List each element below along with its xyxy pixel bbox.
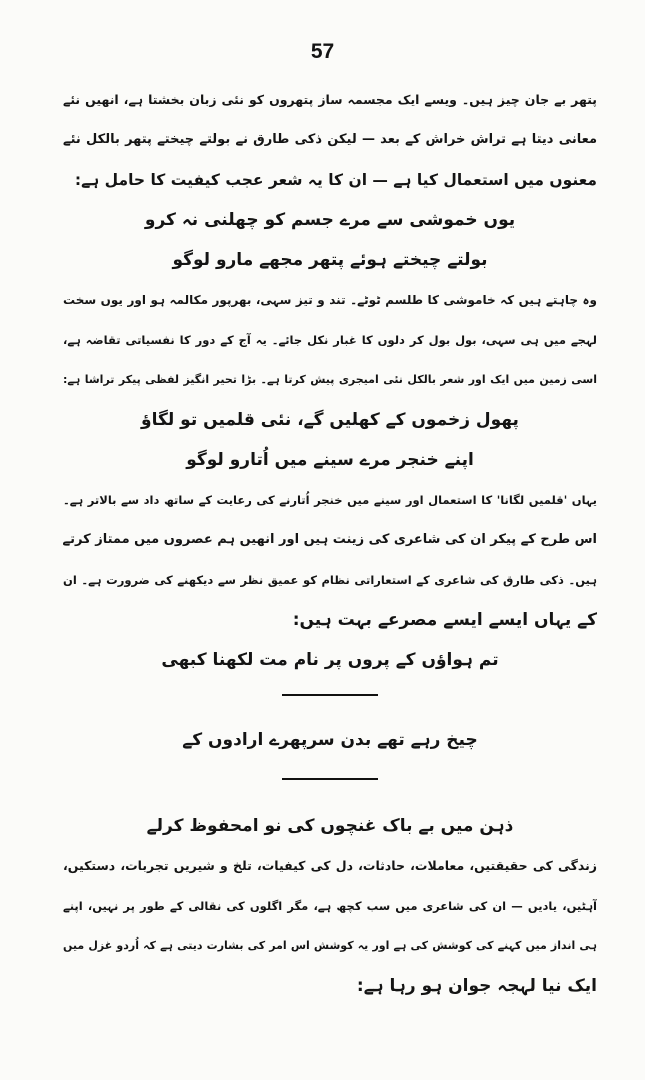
text-line: یہاں 'قلمیں لگانا' کا استعمال اور سینے میں خنجر اُتارنے کی رعایت کے ساتھ داد سے بالاتر ہے۔	[63, 493, 597, 507]
misra-1: تم ہواؤں کے پروں پر نام مت لکھنا کبھی	[161, 650, 499, 670]
text-line: ہی انداز میں کہنے کی کوشش کی ہے اور یہ کوشش اس امر کی بشارت دیتی ہے کہ اُردو غزل میں	[63, 939, 597, 952]
separator-rule	[282, 694, 378, 696]
misra-3: ذہن میں بے باک غنچوں کی نو امحفوظ کرلے	[146, 816, 514, 836]
verse-line: اپنے خنجر مرے سینے میں اُتارو لوگو	[186, 450, 474, 470]
text-line: کے یہاں ایسے ایسے مصرعے بہت ہیں:	[292, 610, 597, 630]
couplet-1	[63, 200, 597, 280]
text-line: معنوں میں استعمال کیا ہے — ان کا یہ شعر عجب کیفیت کا حامل ہے:	[74, 171, 597, 189]
text-line: وہ چاہتے ہیں کہ خاموشی کا طلسم ٹوٹے۔ تند و تیز سہی، بھرپور مکالمہ ہو اور یوں سخت	[63, 293, 597, 307]
paragraph-1	[63, 80, 597, 200]
paragraph-2	[63, 280, 597, 400]
misra-2: چیخ رہے تھے بدن سرپھرے ارادوں کے	[182, 730, 478, 750]
couplet-2	[63, 400, 597, 480]
page-number: 57	[310, 40, 335, 63]
verse-line: یوں خموشی سے مرے جسم کو چھلنی نہ کرو	[144, 210, 516, 230]
text-line: اس طرح کے پیکر ان کی شاعری کی زینت ہیں اور انھیں ہم عصروں میں ممتاز کرتے	[63, 532, 597, 547]
paragraph-3	[63, 480, 597, 640]
text-line: ایک نیا لہجہ جوان ہو رہا ہے:	[356, 976, 597, 996]
verse-line: پھول زخموں کے کھلیں گے، نئی قلمیں تو لگاؤ	[141, 410, 519, 430]
paragraph-4	[63, 846, 597, 1006]
text-line: اسی زمین میں ایک اور شعر بالکل نئی امیجری پیش کرتا ہے۔ بڑا تحیر انگیز لفظی پیکر تراشا ہے:	[63, 373, 597, 386]
text-line: پتھر بے جان چیز ہیں۔ ویسے ایک مجسمہ ساز پتھروں کو نئی زبان بخشتا ہے، انھیں نئے	[63, 92, 597, 107]
separator-rule	[282, 778, 378, 780]
text-line: لہجے میں ہی سہی، بول بول کر دلوں کا غبار نکل جائے۔ یہ آج کے دور کا نفسیاتی تقاضہ ہے،	[63, 333, 597, 347]
text-line: زندگی کی حقیقتیں، معاملات، حادثات، دل کی کیفیات، تلخ و شیریں تجربات، دستکیں،	[63, 858, 597, 873]
text-line: ہیں۔ ذکی طارق کی شاعری کے استعاراتی نظام کو عمیق نظر سے دیکھنے کی ضرورت ہے۔ ان	[63, 573, 597, 587]
page-body	[63, 80, 597, 1006]
text-line: معانی دیتا ہے تراش خراش کے بعد — لیکن ذکی طارق نے بولتے چیختے پتھر بالکل نئے	[63, 132, 597, 147]
text-line: آہٹیں، یادیں — ان کی شاعری میں سب کچھ ہے، مگر اگلوں کی نقالی کے طور پر نہیں، اپنے	[63, 899, 597, 913]
verse-line: بولتے چیختے ہوئے پتھر مجھے مارو لوگو	[172, 250, 488, 270]
